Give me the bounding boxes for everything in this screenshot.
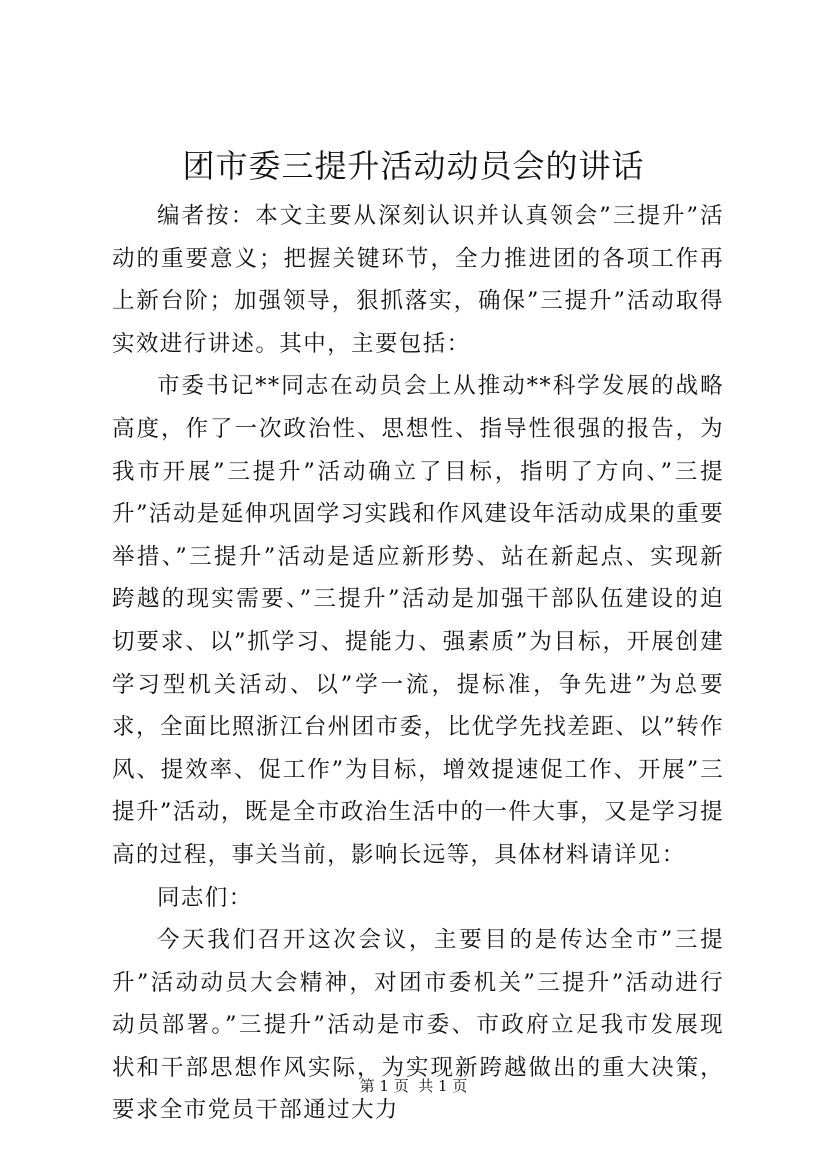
document-title: 团市委三提升活动动员会的讲话 [182,147,645,185]
paragraph-editor-note: 编者按：本文主要从深刻认识并认真领会”三提升”活动的重要意义；把握关键环节，全力推进团的各项工作再上新台阶；加强领导，狠抓落实，确保”三提升”活动取得实效进行讲述。其中，主要包括： [112,203,725,357]
paragraph-summary: 市委书记**同志在动员会上从推动**科学发展的战略高度，作了一次政治性、思想性、指导性很强的报告，为我市开展”三提升”活动确立了目标，指明了方向、”三提升”活动是延伸巩固学习实践和作风建设年活动成果的重要举措、”三提升”活动是适应新形势、站在新起点、实现新跨越的现实需要、”三提升”活动是加强干部队伍建设的迫切要求、以”抓学习、提能力、强素质”为目标，开展创建学习型机关活动、以”学一流，提标准，争先进”为总要求，全面比照浙江台州团市委，比优学先找差距、以”转作风、提效率、促工作”为目标，增效提速促工作、开展”三提升”活动，既是全市政治生活中的一件大事，又是学习提高的过程，事关当前，影响长远等，具体材料请详见： [112,373,724,868]
document-body [112,195,724,1132]
paragraph-salutation: 同志们： [157,884,253,911]
page-number-label: 第 1 页 共 1 页 [359,1077,468,1095]
paragraph-speech-opening: 今天我们召开这次会议，主要目的是传达全市”三提升”活动动员大会精神，对团市委机关”三提升”活动进行动员部署。”三提升”活动是市委、市政府立足我市发展现状和干部思想作风实际，为实现新跨越做出的重大决策，要求全市党员干部通过大力 [112,927,724,1124]
page-footer [0,1076,827,1096]
